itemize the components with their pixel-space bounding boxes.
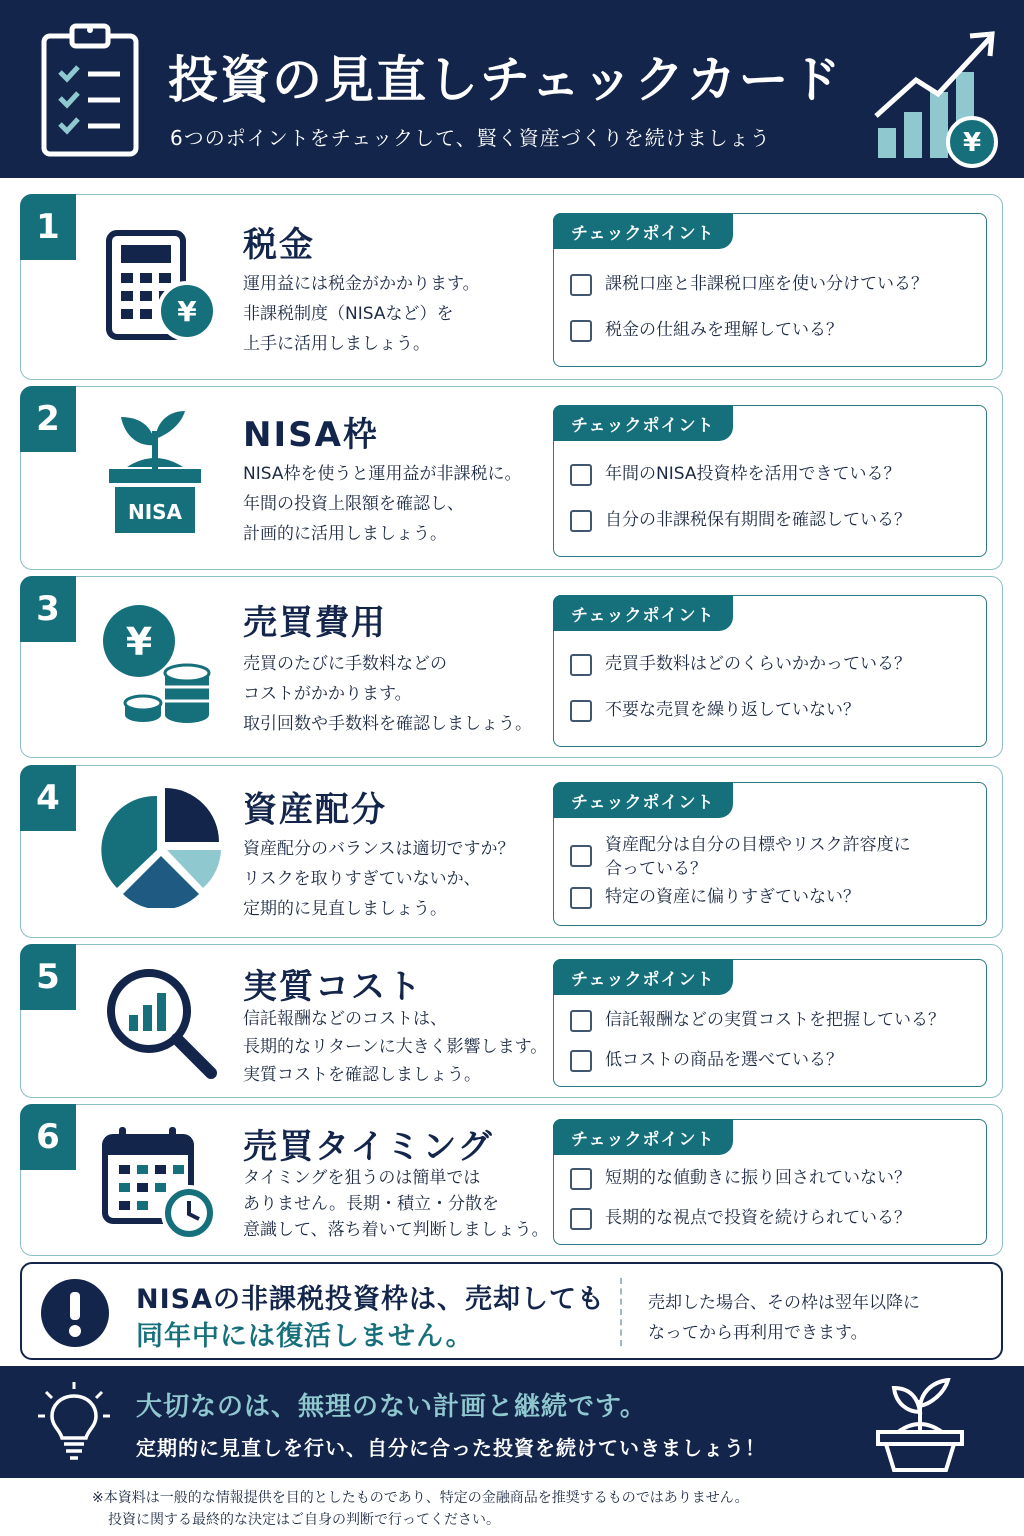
card-trade-timing	[20, 1104, 1003, 1256]
warning-note: 売却した場合、その枠は翌年以降に なってから再利用できます。	[648, 1293, 920, 1343]
checklist-item[interactable]: 長期的な視点で投資を続けられている？	[570, 1206, 911, 1230]
desc-line: 資産配分のバランスは適切ですか？	[243, 839, 515, 859]
warning-line-2: 同年中には復活しません。	[136, 1321, 474, 1352]
clipboard-checklist-icon	[40, 22, 140, 158]
checklist-item[interactable]: 資産配分は自分の目標やリスク許容度に 合っている？	[570, 833, 911, 881]
checklist-item[interactable]: 税金の仕組みを理解している？	[570, 318, 843, 342]
plant-pot-nisa-icon	[99, 409, 223, 533]
desc-line: 実質コストを確認しましょう。	[243, 1065, 481, 1085]
desc-line: 年間の投資上限額を確認し、	[243, 494, 464, 514]
card-description	[243, 1165, 553, 1243]
desc-line: 運用益には税金がかかります。	[243, 274, 480, 294]
desc-line: 取引回数や手数料を確認しましょう。	[243, 714, 532, 734]
desc-line: 信託報酬などのコストは、	[243, 1009, 447, 1029]
checklist-item[interactable]: 不要な売買を繰り返していない？	[570, 698, 860, 722]
sprout-pot-icon	[868, 1378, 972, 1472]
desc-line: コストがかかります。	[243, 684, 412, 704]
checklist-item[interactable]: 特定の資産に偏りすぎていない？	[570, 885, 860, 909]
card-number: 3	[20, 576, 76, 642]
footer-message: 定期的に見直しを行い、自分に合った投資を続けていきましょう！	[136, 1436, 766, 1460]
pie-chart-icon	[99, 784, 223, 908]
checkbox[interactable]	[570, 1168, 592, 1190]
desc-line: タイミングを狙うのは簡単では	[243, 1168, 481, 1188]
card-number: 1	[20, 194, 76, 260]
page-subtitle: 6つのポイントをチェックして、賢く資産づくりを続けましょう	[170, 126, 771, 150]
desc-line: 売買のたびに手数料などの	[243, 654, 447, 674]
card-number: 2	[20, 386, 76, 452]
card-title: NISA枠	[243, 415, 379, 455]
checkbox[interactable]	[570, 1010, 592, 1032]
checkbox[interactable]	[570, 1050, 592, 1072]
checkpoint-panel	[553, 782, 987, 926]
card-number: 6	[20, 1104, 76, 1170]
checklist-item[interactable]: 売買手数料はどのくらいかかっている？	[570, 652, 911, 676]
lightbulb-icon	[36, 1380, 112, 1464]
desc-line: 意識して、落ち着いて判断しましょう。	[243, 1220, 549, 1240]
checkpoint-tag: チェックポイント	[553, 1119, 733, 1155]
checkbox[interactable]	[570, 654, 592, 676]
desc-line: NISA枠を使うと運用益が非課税に。	[243, 464, 522, 484]
checklist-item[interactable]: 自分の非課税保有期間を確認している？	[570, 508, 911, 532]
checkpoint-tag: チェックポイント	[553, 213, 733, 249]
desc-line: 非課税制度（NISAなど）を	[243, 304, 454, 324]
footer-banner	[0, 1366, 1024, 1478]
calculator-yen-icon	[99, 223, 223, 347]
checkbox[interactable]	[570, 274, 592, 296]
checkpoint-panel	[553, 213, 987, 367]
card-description	[243, 1005, 553, 1089]
page-title: 投資の見直しチェックカード	[168, 51, 843, 109]
card-real-cost	[20, 944, 1003, 1098]
checkpoint-tag: チェックポイント	[553, 595, 733, 631]
desc-line: 定期的に見直しましょう。	[243, 899, 447, 919]
checkpoint-tag: チェックポイント	[553, 405, 733, 441]
yen-coins-icon	[99, 603, 223, 727]
card-title: 売買タイミング	[243, 1127, 494, 1167]
magnifier-chart-icon	[99, 961, 223, 1085]
yen-symbol: ¥	[962, 128, 982, 158]
checkpoint-panel	[553, 959, 987, 1087]
checklist-item[interactable]: 低コストの商品を選べている？	[570, 1048, 843, 1072]
checkpoint-panel	[553, 1119, 987, 1245]
header-banner	[0, 0, 1024, 178]
card-description	[243, 649, 553, 739]
yen-symbol: ¥	[177, 295, 197, 328]
calendar-clock-icon	[99, 1121, 223, 1245]
card-title: 実質コスト	[243, 967, 423, 1007]
checkbox[interactable]	[570, 320, 592, 342]
checkbox[interactable]	[570, 510, 592, 532]
checklist-item[interactable]: 信託報酬などの実質コストを把握している？	[570, 1008, 945, 1032]
card-description	[243, 834, 553, 924]
growth-chart-yen-icon	[872, 28, 1002, 168]
desc-line: 計画的に活用しましょう。	[243, 524, 447, 544]
card-tax	[20, 194, 1003, 380]
disclaimer-line: ※本資料は一般的な情報提供を目的としたものであり、特定の金融商品を推奨するものではありません。	[92, 1490, 749, 1506]
desc-line: リスクを取りすぎていないか、	[243, 869, 481, 889]
disclaimer-notes	[92, 1487, 749, 1531]
card-description	[243, 459, 553, 549]
warning-line-1: NISAの非課税投資枠は、売却しても	[136, 1284, 605, 1315]
card-trading-fees	[20, 576, 1003, 758]
card-number: 4	[20, 765, 76, 831]
checkpoint-tag: チェックポイント	[553, 959, 733, 995]
desc-line: ありません。長期・積立・分散を	[243, 1194, 500, 1214]
checklist-item[interactable]: 短期的な値動きに振り回されていない？	[570, 1166, 911, 1190]
card-title: 売買費用	[243, 603, 387, 643]
checkbox[interactable]	[570, 1208, 592, 1230]
card-title: 資産配分	[243, 790, 387, 830]
checkbox[interactable]	[570, 887, 592, 909]
disclaimer-line: 投資に関する最終的な決定はご自身の判断で行ってください。	[108, 1512, 500, 1528]
card-nisa	[20, 386, 1003, 570]
checkbox[interactable]	[570, 845, 592, 867]
nisa-warning-box	[20, 1262, 1003, 1360]
checkpoint-panel	[553, 595, 987, 747]
checkbox[interactable]	[570, 464, 592, 486]
desc-line: 上手に活用しましょう。	[243, 334, 430, 354]
exclamation-icon	[40, 1278, 110, 1348]
yen-symbol: ¥	[125, 620, 153, 664]
card-description	[243, 269, 553, 359]
desc-line: 長期的なリターンに大きく影響します。	[243, 1037, 548, 1057]
card-title: 税金	[243, 225, 315, 265]
footer-heading: 大切なのは、無理のない計画と継続です。	[136, 1392, 647, 1422]
checkbox[interactable]	[570, 700, 592, 722]
checkpoint-panel	[553, 405, 987, 557]
nisa-label: NISA	[127, 500, 183, 524]
card-asset-allocation	[20, 765, 1003, 938]
checklist-item[interactable]: 年間のNISA投資枠を活用できている？	[570, 462, 900, 486]
checklist-item[interactable]: 課税口座と非課税口座を使い分けている？	[570, 272, 928, 296]
card-number: 5	[20, 944, 76, 1010]
dashed-divider	[620, 1278, 622, 1346]
checkpoint-tag: チェックポイント	[553, 782, 733, 818]
